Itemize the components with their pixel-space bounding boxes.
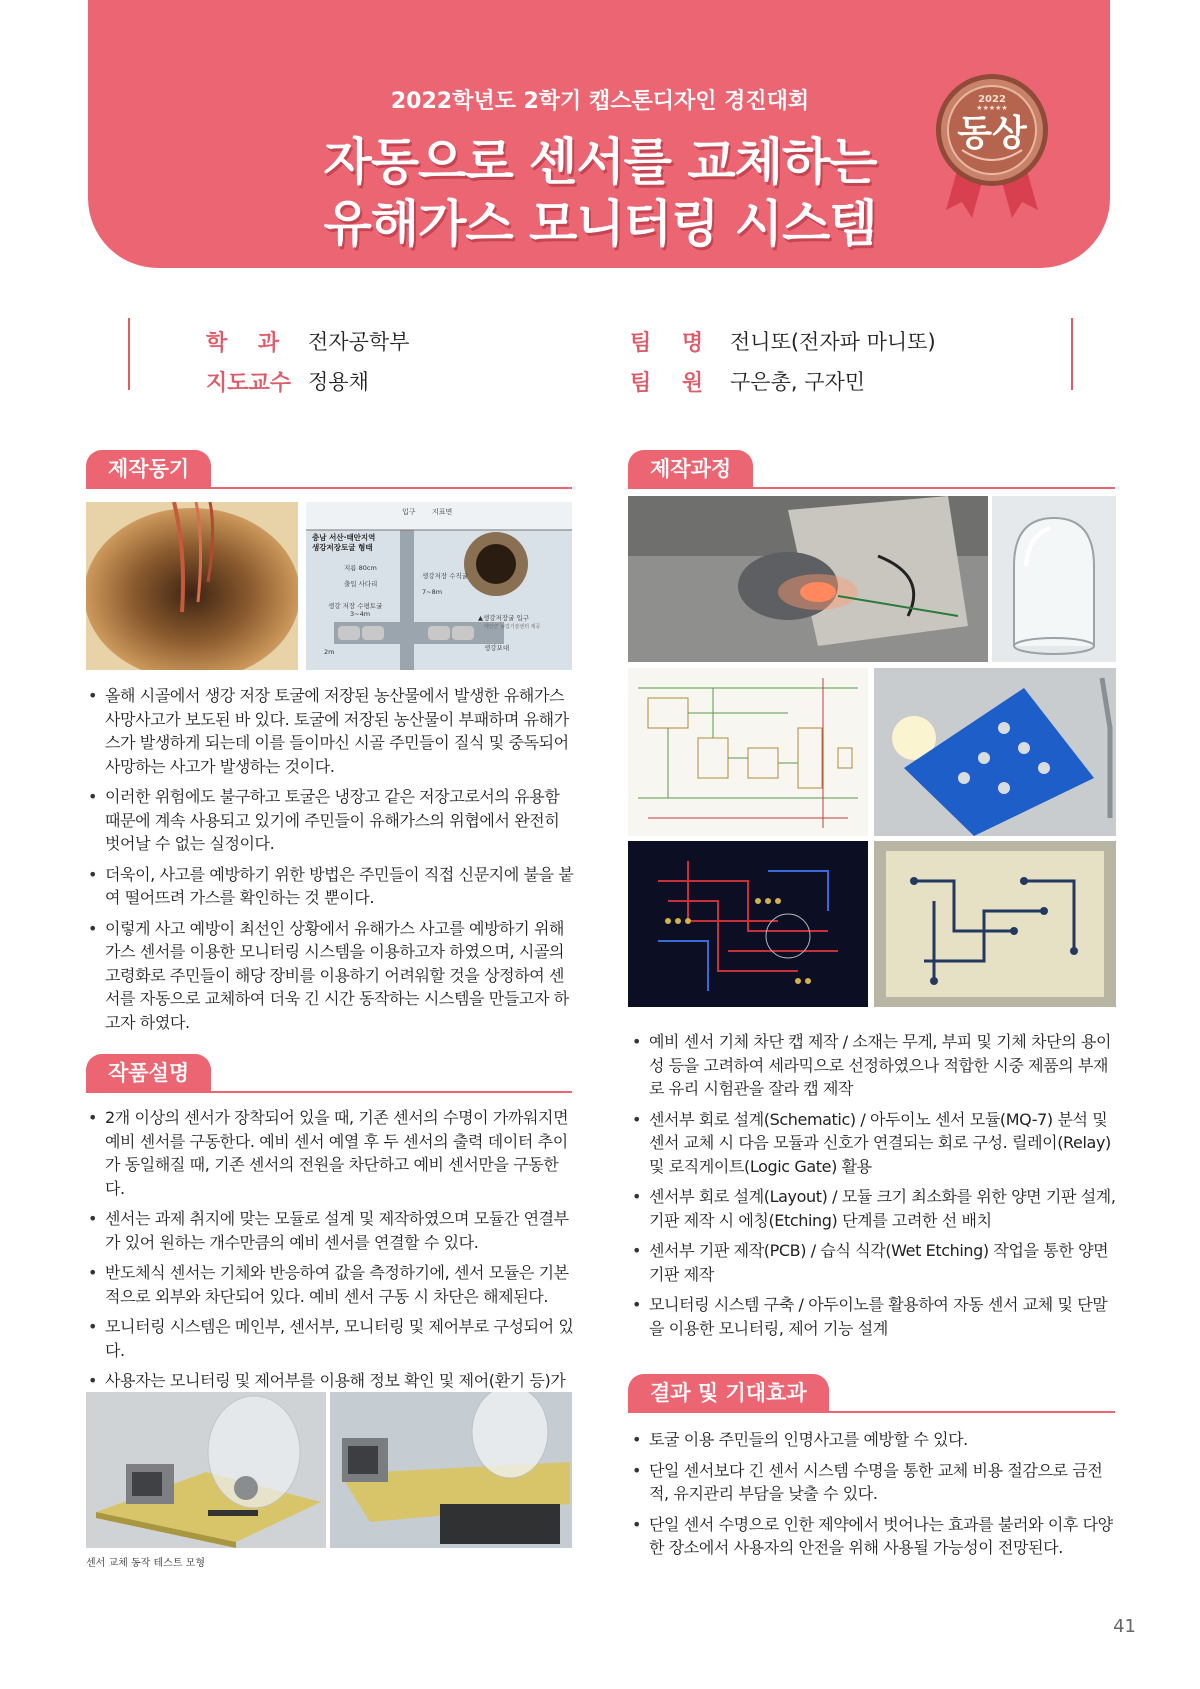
diagram-label: 7~8m xyxy=(422,588,443,596)
sensor-module-photo xyxy=(874,668,1116,836)
diagram-photo-source: 태안군 농업기술센터 제공 xyxy=(484,624,541,630)
etched-pcb-photo xyxy=(874,841,1116,1007)
list-item: • 센서부 기판 제작(PCB) / 습식 식각(Wet Etching) 작업을 통한 양면 기판 제작 xyxy=(630,1239,1116,1286)
motivation-heading: 제작동기 xyxy=(86,450,211,488)
advisor-label: 지도교수 xyxy=(206,371,292,396)
svg-text:★★★★★: ★★★★★ xyxy=(976,104,1008,112)
prototype-photo-2 xyxy=(330,1392,572,1548)
process-rule xyxy=(628,487,1115,489)
members-value: 구은총, 구자민 xyxy=(730,370,866,394)
project-title-line1: 자동으로 센서를 교체하는 xyxy=(323,133,877,191)
team-label: 팀 명 xyxy=(630,331,704,356)
diagram-title-2: 생강저장토굴 형태 xyxy=(312,543,373,552)
diagram-label: 3~4m xyxy=(350,610,371,618)
list-item: • 단일 센서 수명으로 인한 제약에서 벗어나는 효과를 불러와 이후 다양한 장소에서 사용자의 안전을 위해 사용될 가능성이 전망된다. xyxy=(630,1513,1116,1560)
storage-tunnel-diagram xyxy=(306,502,572,670)
medal-year: 2022 xyxy=(978,94,1006,105)
results-heading: 결과 및 기대효과 xyxy=(628,1374,829,1412)
diagram-label: 생강 저장 수평토굴 xyxy=(328,602,383,610)
list-item: • 모니터링 시스템은 메인부, 센서부, 모니터링 및 제어부로 구성되어 있다. xyxy=(86,1315,574,1362)
list-item: • 더욱이, 사고를 예방하기 위한 방법은 주민들이 직접 신문지에 불을 붙여 떨어뜨려 가스를 확인하는 것 뿐이다. xyxy=(86,863,574,910)
description-rule xyxy=(86,1091,572,1093)
tunnel-hole-photo xyxy=(86,502,298,670)
diagram-label: 생강포대 xyxy=(484,644,510,652)
diagram-label-ground: 지표면 xyxy=(432,508,453,516)
process-heading: 제작과정 xyxy=(628,450,753,488)
list-item: • 사용자는 모니터링 및 제어부를 이용해 정보 확인 및 제어(환기 등)가 xyxy=(86,1369,574,1416)
list-item: • 이러한 위험에도 불구하고 토굴은 냉장고 같은 저장고로서의 유용함 때문에 계속 사용되고 있기에 주민들이 유해가스의 위협에서 완전히 벗어날 수 없는 실정이다. xyxy=(86,785,574,856)
info-divider-left xyxy=(128,318,130,390)
pcb-layout-image xyxy=(628,841,868,1007)
diagram-photo-caption: ▲생강저장굴 입구 xyxy=(478,614,530,622)
dept-label: 학 과 xyxy=(206,331,280,356)
diagram-label-entrance: 입구 xyxy=(402,508,416,516)
results-bullet-list xyxy=(630,1428,1116,1567)
list-item: • 센서부 회로 설계(Schematic) / 아두이노 센서 모듈(MQ-7) 분석 및 센서 교체 시 다음 모듈과 신호가 연결되는 회로 구성. 릴레이(Relay) 및 로직게이트(Logic Gate) 활용 xyxy=(630,1108,1116,1179)
schematic-image xyxy=(628,668,868,836)
diagram-label: 2m xyxy=(324,648,335,656)
glass-cap-photo xyxy=(992,496,1116,662)
list-item: • 이렇게 사고 예방이 최선인 상황에서 유해가스 사고를 예방하기 위해 가스 센서를 이용한 모니터링 시스템을 이용하고자 하였으며, 시골의 고령화로 주민들이 해당 장비를 이용하기 어려워할 것을 상정하여 센서를 자동으로 교체하여 더욱 긴 시간 동작하는 시스템을 만들고자 하고자 하였다. xyxy=(86,917,574,1035)
info-divider-right xyxy=(1071,318,1073,390)
list-item: • 올해 시골에서 생강 저장 토굴에 저장된 농산물에서 발생한 유해가스 사망사고가 보도된 바 있다. 토굴에 저장된 농산물이 부패하며 유해가스가 발생하게 되는데 이를 들이마신 시골 주민들이 질식 및 중독되어 사망하는 사고가 발생하는 것이다. xyxy=(86,684,574,778)
team-value: 전니또(전자파 마니또) xyxy=(730,330,936,354)
description-bullet-list xyxy=(86,1106,574,1423)
project-title-line2: 유해가스 모니터링 시스템 xyxy=(323,195,877,253)
motivation-rule xyxy=(86,487,572,489)
contest-subtitle: 2022학년도 2학기 캡스톤디자인 경진대회 xyxy=(390,89,810,114)
list-item: • 2개 이상의 센서가 장착되어 있을 때, 기존 센서의 수명이 가까워지면 예비 센서를 구동한다. 예비 센서 예열 후 두 센서의 출력 데이터 추이가 동일해질 때, 기존 센서의 전원을 차단하고 예비 센서만을 구동한다. xyxy=(86,1106,574,1200)
medal-award: 동상 xyxy=(957,113,1027,154)
diagram-title-1: 충남 서산·태안지역 xyxy=(312,533,376,542)
glass-cutting-photo xyxy=(628,496,988,662)
diagram-label: 출입 사다리 xyxy=(344,580,378,588)
diagram-label: 지름 80cm xyxy=(344,564,377,572)
results-rule xyxy=(628,1411,1115,1413)
list-item: • 반도체식 센서는 기체와 반응하여 값을 측정하기에, 센서 모듈은 기본적으로 외부와 차단되어 있다. 예비 센서 구동 시 차단은 해제된다. xyxy=(86,1261,574,1308)
list-item: • 센서부 회로 설계(Layout) / 모듈 크기 최소화를 위한 양면 기판 설계, 기판 제작 시 에칭(Etching) 단계를 고려한 선 배치 xyxy=(630,1185,1116,1232)
description-heading: 작품설명 xyxy=(86,1054,211,1092)
list-item: • 단일 센서보다 긴 센서 시스템 수명을 통한 교체 비용 절감으로 금전적, 유지관리 부담을 낮출 수 있다. xyxy=(630,1459,1116,1506)
bronze-medal-icon xyxy=(934,72,1050,222)
prototype-caption: 센서 교체 동작 테스트 모형 xyxy=(86,1558,205,1569)
motivation-bullet-list xyxy=(86,684,574,1041)
members-label: 팀 원 xyxy=(630,371,704,396)
list-item: • 예비 센서 기체 차단 캡 제작 / 소재는 무게, 부피 및 기체 차단의 용이성 등을 고려하여 세라믹으로 선정하였으나 적합한 시중 제품의 부재로 유리 시험관을 잘라 캡 제작 xyxy=(630,1030,1116,1101)
page-number: 41 xyxy=(1113,1616,1136,1637)
prototype-photo-1 xyxy=(86,1392,326,1548)
diagram-label: 생강저장 수직굴 xyxy=(422,572,469,580)
list-item: • 모니터링 시스템 구축 / 아두이노를 활용하여 자동 센서 교체 및 단말을 이용한 모니터링, 제어 기능 설계 xyxy=(630,1293,1116,1340)
advisor-value: 정용채 xyxy=(308,370,369,394)
process-bullet-list xyxy=(630,1030,1116,1347)
dept-value: 전자공학부 xyxy=(308,330,410,354)
list-item: • 토굴 이용 주민들의 인명사고를 예방할 수 있다. xyxy=(630,1428,1116,1452)
list-item: • 센서는 과제 취지에 맞는 모듈로 설계 및 제작하였으며 모듈간 연결부가 있어 원하는 개수만큼의 예비 센서를 연결할 수 있다. xyxy=(86,1207,574,1254)
